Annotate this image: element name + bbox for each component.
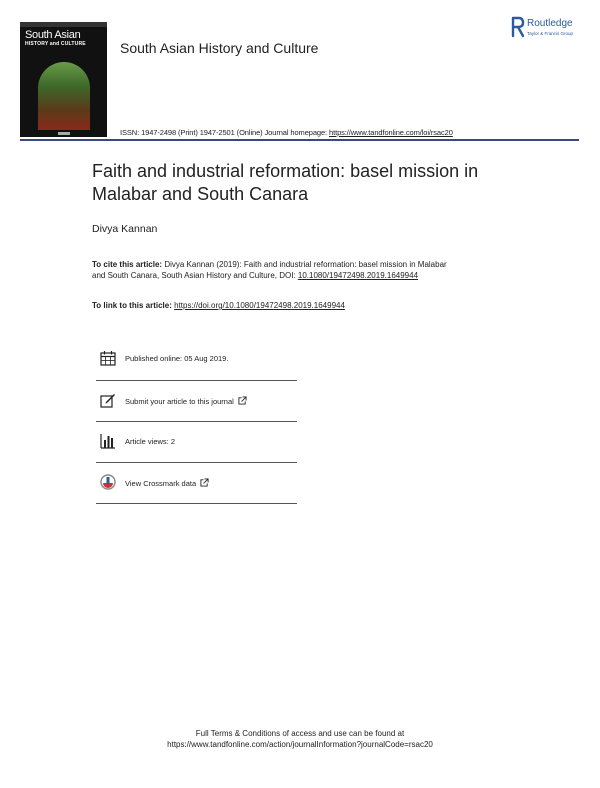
citation-block <box>92 259 452 281</box>
journal-homepage-link[interactable]: https://www.tandfonline.com/loi/rsac20 <box>329 128 453 137</box>
submit-article-link[interactable] <box>125 396 247 406</box>
journal-cover-image <box>20 22 107 137</box>
header-rule <box>20 139 579 141</box>
cover-photo <box>38 62 90 130</box>
cover-title-line1: South Asian <box>25 29 81 41</box>
external-link-icon <box>238 396 247 405</box>
cover-title-line2: HISTORY and CULTURE <box>25 41 86 47</box>
routledge-logo[interactable] <box>511 16 591 38</box>
calendar-icon <box>100 350 116 366</box>
published-row <box>96 338 297 378</box>
article-views-text: Article views: 2 <box>125 437 176 446</box>
footer-terms-link[interactable]: https://www.tandfonline.com/action/journalInformation?journalCode=rsac20 <box>167 740 433 749</box>
footer-terms-text: Full Terms & Conditions of access and use can be found at <box>195 729 405 738</box>
cover-title <box>25 30 105 47</box>
issn-line <box>120 128 453 137</box>
info-divider <box>96 503 297 504</box>
footer <box>0 728 600 750</box>
publisher-name: Routledge <box>527 18 573 29</box>
link-label: To link to this article: <box>92 301 175 310</box>
article-url-link[interactable]: https://doi.org/10.1080/19472498.2019.1649944 <box>174 301 345 310</box>
issn-text: ISSN: 1947-2498 (Print) 1947-2501 (Online) Journal homepage: <box>120 128 330 137</box>
cover-top-strip <box>20 22 107 27</box>
submit-article-text: Submit your article to this journal <box>125 397 234 406</box>
cover-publisher-mark <box>58 132 70 135</box>
bar-chart-icon <box>100 433 116 449</box>
published-date-text: Published online: 05 Aug 2019. <box>125 354 229 363</box>
doi-link[interactable]: 10.1080/19472498.2019.1649944 <box>297 271 419 280</box>
views-row <box>96 421 297 461</box>
article-title: Faith and industrial reformation: basel mission in Malabar and South Canara <box>92 161 479 204</box>
edit-icon <box>100 392 116 408</box>
article-link-block <box>92 300 472 311</box>
journal-name: South Asian History and Culture <box>120 40 319 56</box>
crossmark-link[interactable] <box>125 478 209 488</box>
article-author: Divya Kannan <box>92 223 158 235</box>
routledge-r-icon <box>511 16 525 38</box>
crossmark-icon <box>100 474 116 490</box>
publisher-tagline: Taylor & Francis Group <box>527 31 574 36</box>
crossmark-text: View Crossmark data <box>125 479 197 488</box>
cite-text: Divya Kannan (2019): Faith and industrial reformation: basel mission in Malabar and South Canara, South Asian History and Culture, DOI: <box>92 260 447 280</box>
cite-label: To cite this article: <box>92 260 163 269</box>
submit-row[interactable] <box>96 380 297 420</box>
external-link-icon <box>200 478 209 487</box>
crossmark-row[interactable] <box>96 462 297 502</box>
